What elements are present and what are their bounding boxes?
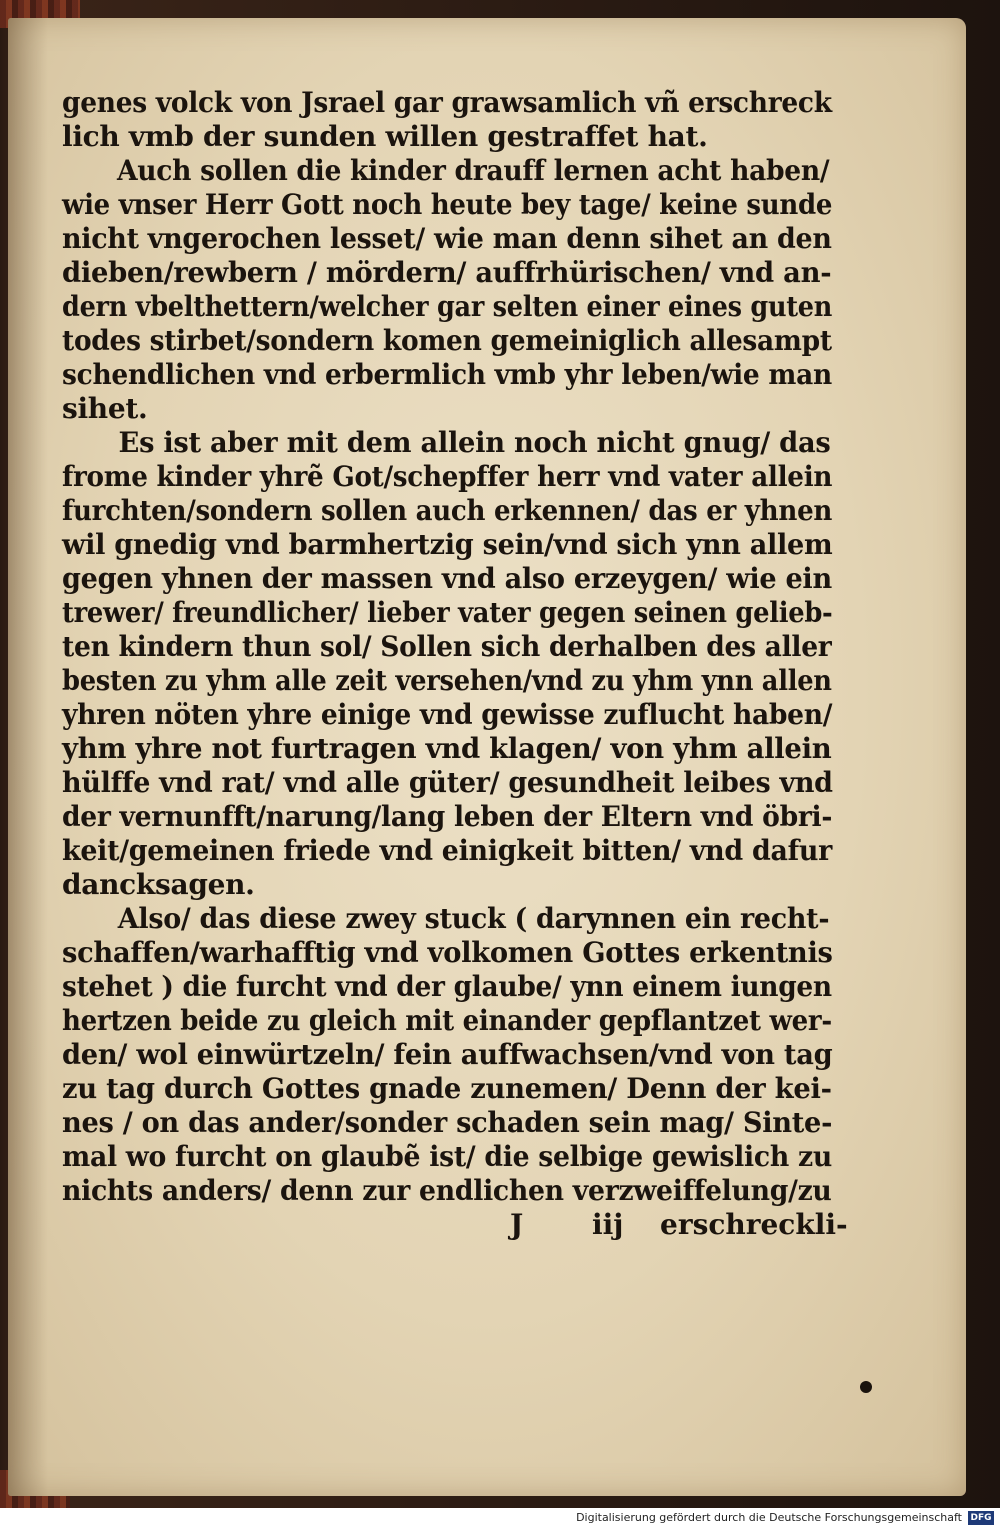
text-line: ten kindern thun sol/ Sollen sich derhalben des aller [62, 630, 832, 663]
page-text [62, 86, 848, 1242]
text-line: stehet ) die furcht vnd der glaube/ ynn einem iungen [62, 970, 832, 1003]
text-line: todes stirbet/sondern komen gemeiniglich allesampt [62, 324, 832, 357]
text-line: keit/gemeinen friede vnd einigkeit bitten/ vnd dafur [62, 834, 833, 867]
text-line: besten zu yhm alle zeit versehen/vnd zu yhm ynn allen [62, 664, 832, 697]
text-line: hertzen beide zu gleich mit einander gepflantzet wer- [62, 1004, 832, 1037]
ink-dot [860, 1381, 872, 1393]
paragraph-start: Es ist aber mit dem allein noch nicht gnug/ das [118, 426, 831, 459]
text-line: hülffe vnd rat/ vnd alle güter/ gesundheit leibes vnd [62, 766, 833, 799]
text-line: wil gnedig vnd barmhertzig sein/vnd sich ynn allem [62, 528, 833, 561]
signature-line [62, 1208, 848, 1242]
text-line: nes / on das ander/sonder schaden sein mag/ Sinte- [62, 1106, 833, 1139]
text-line: schendlichen vnd erbermlich vmb yhr leben/wie man [62, 358, 832, 391]
text-line: trewer/ freundlicher/ lieber vater gegen seinen gelieb- [62, 596, 833, 629]
text-line: nichts anders/ denn zur endlichen verzweiffelung/zu [62, 1174, 832, 1207]
text-line: dieben/rewbern / mördern/ auffrhürischen/ vnd an- [62, 256, 832, 289]
text-line: lich vmb der sunden willen gestraffet hat. [62, 120, 708, 153]
dfg-logo: DFG [968, 1511, 994, 1525]
text-line: yhm yhre not furtragen vnd klagen/ von yhm allein [62, 732, 832, 765]
text-line: yhren nöten yhre einige vnd gewisse zuflucht haben/ [62, 698, 833, 731]
text-line: dancksagen. [62, 868, 255, 901]
text-line: der vernunfft/narung/lang leben der Eltern vnd öbri- [62, 800, 833, 833]
signature-mark: J [510, 1208, 524, 1241]
text-line: frome kinder yhrẽ Got/schepffer herr vnd vater allein [62, 460, 833, 493]
text-line: mal wo furcht on glaubẽ ist/ die selbige gewislich zu [62, 1140, 832, 1173]
text-line: genes volck von Jsrael gar grawsamlich vñ erschreck [62, 86, 832, 119]
text-line: schaffen/warhafftig vnd volkomen Gottes erkentnis [62, 936, 833, 969]
paragraph-start: Also/ das diese zwey stuck ( darynnen ein recht- [117, 902, 830, 935]
text-line: nicht vngerochen lesset/ wie man denn sihet an den [62, 222, 832, 255]
text-line: dern vbelthettern/welcher gar selten einer eines guten [62, 290, 833, 323]
text-line: den/ wol einwürtzeln/ fein auffwachsen/vnd von tag [62, 1038, 833, 1071]
signature-number: iij [592, 1208, 624, 1241]
footer-bar [0, 1508, 1000, 1528]
catchword: erschreckli- [660, 1208, 848, 1241]
text-line: zu tag durch Gottes gnade zunemen/ Denn der kei- [62, 1072, 832, 1105]
text-line: gegen yhnen der massen vnd also erzeygen/ wie ein [62, 562, 832, 595]
text-line: wie vnser Herr Gott noch heute bey tage/ keine sunde [62, 188, 833, 221]
text-line: furchten/sondern sollen auch erkennen/ das er yhnen [62, 494, 833, 527]
paragraph-start: Auch sollen die kinder drauff lernen acht haben/ [116, 154, 830, 187]
gutter-shadow [8, 18, 48, 1496]
funding-note: Digitalisierung gefördert durch die Deutsche Forschungsgemeinschaft [576, 1511, 962, 1524]
text-line: sihet. [62, 392, 148, 425]
